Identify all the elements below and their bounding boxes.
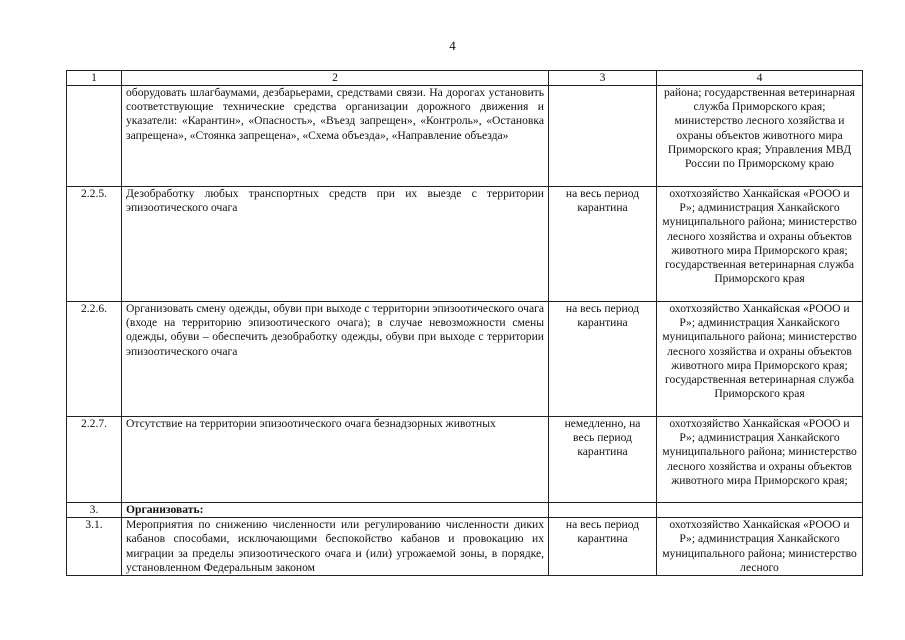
row-measure: Отсутствие на территории эпизоотического очага безнадзорных животных (122, 417, 549, 503)
row-number: 3. (67, 503, 122, 518)
row-responsible: района; государственная ветеринарная служба Приморского края; министерство лесного хозяйства и охраны объектов животного мира Приморского края; Управления МВД России по Приморскому краю (657, 86, 863, 187)
row-number: 3.1. (67, 518, 122, 576)
row-measure: Организовать смену одежды, обуви при выходе с территории эпизоотического очага (входе на территорию эпизоотического очага); в случае невозможности смены одежды, обуви – обеспечить дезобработку одежды, обуви при выходе с территории эпизоотического очага (122, 302, 549, 417)
table-row (67, 187, 863, 302)
row-term: на весь период карантина (549, 302, 657, 417)
table-section-row (67, 503, 863, 518)
row-measure: оборудовать шлагбаумами, дезбарьерами, средствами связи. На дорогах установить соответствующие технические средства организации дорожного движения и указатели: «Карантин», «Опасность», «Въезд запрещен», «Контроль», «Остановка запрещена», «Стоянка запрещена», «Схема объезда», «Направление объезда» (122, 86, 549, 187)
row-responsible: охотхозяйство Ханкайская «РООО и Р»; администрация Ханкайского муниципального района; министерство лесного хозяйства и охраны объектов животного мира Приморского края; государственная ветеринарная служба Приморского края (657, 187, 863, 302)
row-term: немедленно, на весь период карантина (549, 417, 657, 503)
column-header-term: 3 (549, 71, 657, 86)
page-number: 4 (449, 38, 456, 53)
row-measure: Мероприятия по снижению численности или регулированию численности диких кабанов способами, исключающими беспокойство кабанов и провокацию их миграции за пределы эпизоотического очага и (или) угрожаемой зоны, в порядке, установленном Федеральным законом (122, 518, 549, 576)
measures-table (66, 70, 863, 576)
table-row (67, 86, 863, 187)
row-number: 2.2.7. (67, 417, 122, 503)
row-term (549, 503, 657, 518)
table-row (67, 302, 863, 417)
column-header-responsible: 4 (657, 71, 863, 86)
row-responsible: охотхозяйство Ханкайская «РООО и Р»; администрация Ханкайского муниципального района; министерство лесного (657, 518, 863, 576)
table-row (67, 417, 863, 503)
row-number: 2.2.5. (67, 187, 122, 302)
row-term (549, 86, 657, 187)
table-row (67, 518, 863, 576)
row-number: 2.2.6. (67, 302, 122, 417)
row-number (67, 86, 122, 187)
row-responsible (657, 503, 863, 518)
row-term: на весь период карантина (549, 187, 657, 302)
table-header-row (67, 71, 863, 86)
column-header-measure: 2 (122, 71, 549, 86)
row-responsible: охотхозяйство Ханкайская «РООО и Р»; администрация Ханкайского муниципального района; министерство лесного хозяйства и охраны объектов животного мира Приморского края; (657, 417, 863, 503)
column-header-number: 1 (67, 71, 122, 86)
row-measure: Дезобработку любых транспортных средств при их выезде с территории эпизоотического очага (122, 187, 549, 302)
row-term: на весь период карантина (549, 518, 657, 576)
section-heading: Организовать: (122, 503, 549, 518)
row-responsible: охотхозяйство Ханкайская «РООО и Р»; администрация Ханкайского муниципального района; министерство лесного хозяйства и охраны объектов животного мира Приморского края; государственная ветеринарная служба Приморского края (657, 302, 863, 417)
